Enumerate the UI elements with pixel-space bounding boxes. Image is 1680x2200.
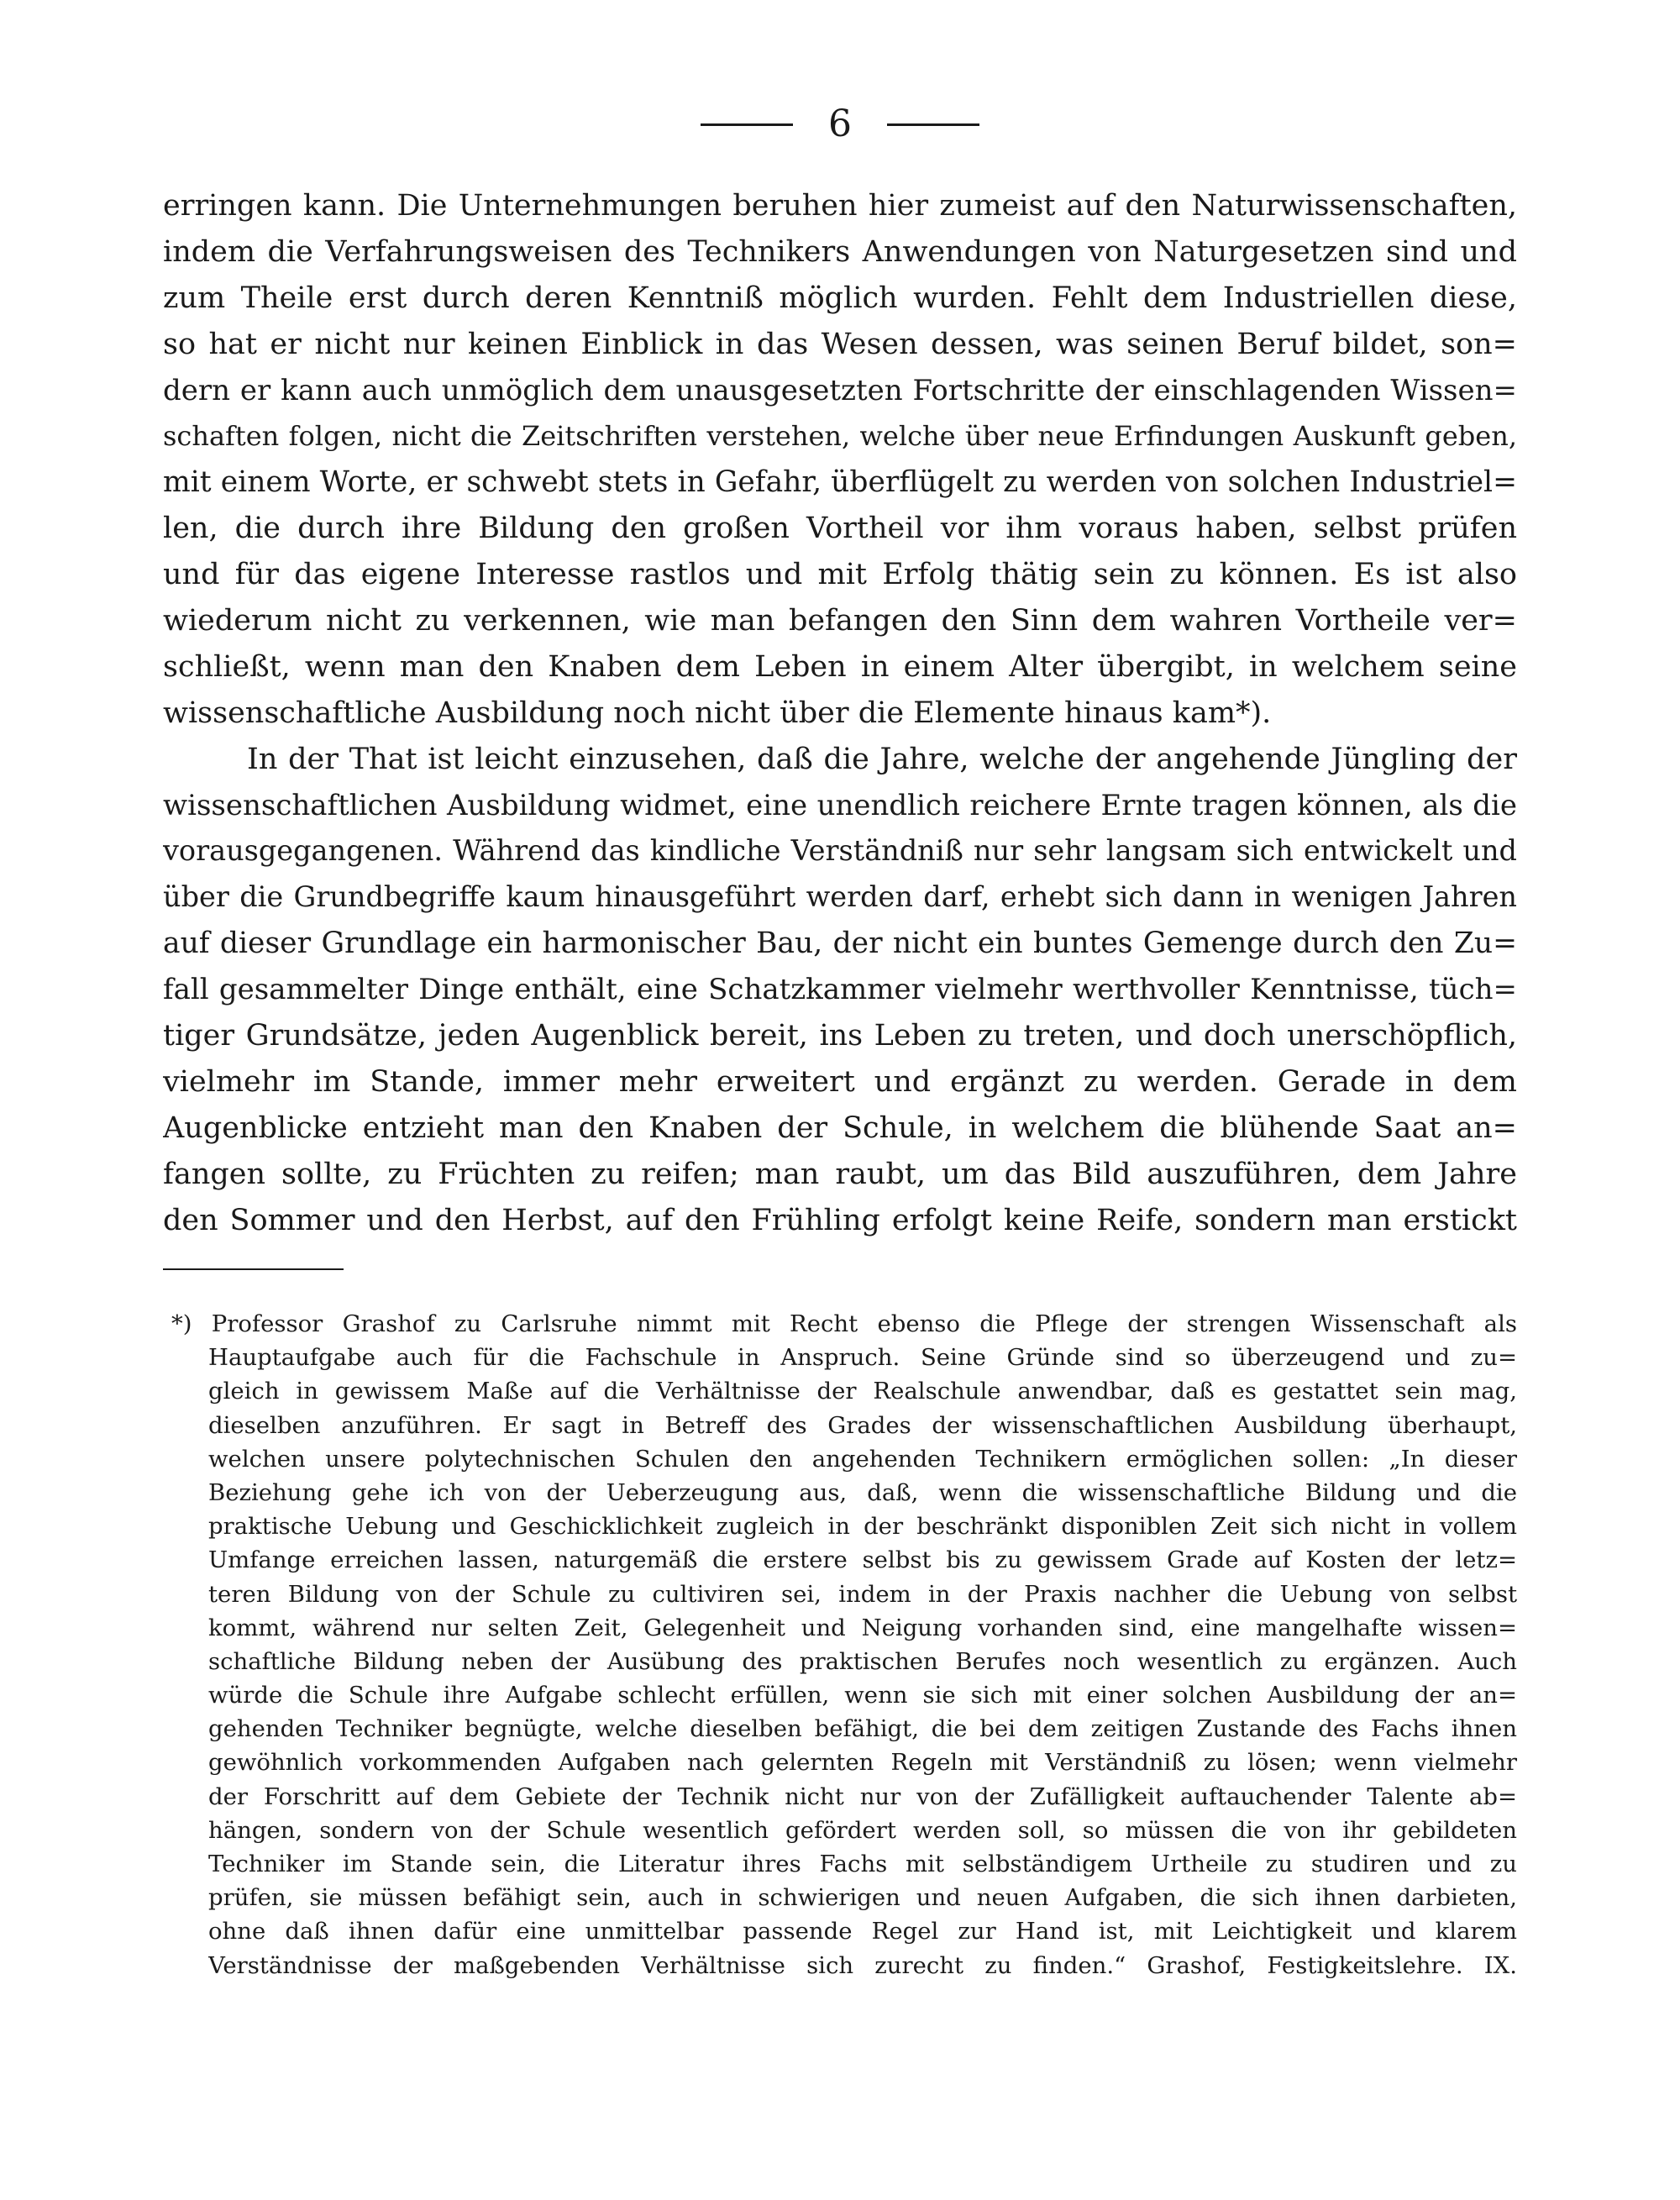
body-line: schaften folgen, nicht die Zeitschriften verstehen, welche über neue Erfindungen Auskunft geben, <box>163 420 1517 453</box>
body-line: wissenschaftlichen Ausbildung widmet, eine unendlich reichere Ernte tragen können, als die <box>163 788 1517 822</box>
footnote-line: gehenden Techniker begnügte, welche dieselben befähigt, die bei dem zeitigen Zustande des Fachs ihnen <box>208 1715 1517 1743</box>
body-line: fangen sollte, zu Früchten zu reifen; man raubt, um das Bild auszuführen, dem Jahre <box>163 1157 1517 1191</box>
body-line: auf dieser Grundlage ein harmonischer Bau, der nicht ein buntes Gemenge durch den Zu= <box>163 927 1517 961</box>
body-line: und für das eigene Interesse rastlos und mit Erfolg thätig sein zu können. Es ist also <box>163 558 1517 592</box>
footnote-line: gewöhnlich vorkommenden Aufgaben nach gelernten Regeln mit Verständniß zu lösen; wenn vielmehr <box>208 1749 1517 1777</box>
footnote-line: ohne daß ihnen dafür eine unmittelbar passende Regel zur Hand ist, mit Leichtigkeit und klarem <box>208 1918 1517 1945</box>
body-line: so hat er nicht nur keinen Einblick in das Wesen dessen, was seinen Beruf bildet, son= <box>163 327 1517 361</box>
footnote <box>171 1307 1517 1982</box>
body-line: wissenschaftliche Ausbildung noch nicht über die Elemente hinaus kam*). <box>163 696 1272 730</box>
footnote-line: welchen unsere polytechnischen Schulen den angehenden Technikern ermöglichen sollen: „In dieser <box>208 1445 1517 1473</box>
body-line: erringen kann. Die Unternehmungen beruhen hier zumeist auf den Naturwissenschaften, <box>163 189 1517 223</box>
body-line: Augenblicke entzieht man den Knaben der Schule, in welchem die blühende Saat an= <box>163 1111 1517 1145</box>
body-line: indem die Verfahrungsweisen des Technikers Anwendungen von Naturgesetzen sind und <box>163 234 1517 269</box>
footnote-line: teren Bildung von der Schule zu cultiviren sei, indem in der Praxis nachher die Uebung von selbst <box>208 1580 1517 1608</box>
footnote-line: Verständnisse der maßgebenden Verhältnisse sich zurecht zu finden.“ Grashof, Festigkeitslehre. IX. <box>208 1951 1517 1979</box>
body-line: wiederum nicht zu verkennen, wie man befangen den Sinn dem wahren Vortheile ver= <box>163 604 1517 638</box>
body-line: fall gesammelter Dinge enthält, eine Schatzkammer vielmehr werthvoller Kenntnisse, tüch= <box>163 973 1517 1007</box>
body-line: über die Grundbegriffe kaum hinausgeführt werden darf, erhebt sich dann in wenigen Jahren <box>163 880 1517 914</box>
body-line: mit einem Worte, er schwebt stets in Gefahr, überflügelt zu werden von solchen Industriel= <box>163 465 1517 500</box>
footnote-line: gleich in gewissem Maße auf die Verhältnisse der Realschule anwendbar, daß es gestattet sein mag, <box>208 1378 1517 1405</box>
footnote-line: dieselben anzuführen. Er sagt in Betreff des Grades der wissenschaftlichen Ausbildung überhaupt, <box>208 1411 1517 1439</box>
footnote-line <box>171 1307 1517 1341</box>
footnote-line: Hauptaufgabe auch für die Fachschule in Anspruch. Seine Gründe sind so überzeugend und zu= <box>208 1344 1517 1372</box>
body-line: schließt, wenn man den Knaben dem Leben in einem Alter übergibt, in welchem seine <box>163 649 1517 684</box>
footnote-line-text: Professor Grashof zu Carlsruhe nimmt mit Recht ebenso die Pflege der strengen Wissenschaft als <box>211 1310 1517 1337</box>
footnote-line: Umfange erreichen lassen, naturgemäß die erstere selbst bis zu gewissem Grade auf Kosten der letz= <box>208 1546 1517 1574</box>
body-line: In der That ist leicht einzusehen, daß die Jahre, welche der angehende Jüngling der <box>247 742 1517 776</box>
body-text <box>163 183 1517 1243</box>
footnote-line: kommt, während nur selten Zeit, Gelegenheit und Neigung vorhanden sind, eine mangelhafte wissen= <box>208 1614 1517 1641</box>
body-line: len, die durch ihre Bildung den großen Vortheil vor ihm voraus haben, selbst prüfen <box>163 512 1517 546</box>
body-line: den Sommer und den Herbst, auf den Frühling erfolgt keine Reife, sondern man erstickt <box>163 1203 1517 1237</box>
body-line: vielmehr im Stande, immer mehr erweitert und ergänzt zu werden. Gerade in dem <box>163 1064 1517 1099</box>
footnote-line: schaftliche Bildung neben der Ausübung des praktischen Berufes noch wesentlich zu ergänzen. Auch <box>208 1647 1517 1675</box>
page-number: 6 <box>828 102 852 145</box>
footnote-line: würde die Schule ihre Aufgabe schlecht erfüllen, wenn sie sich mit einer solchen Ausbildung der an= <box>208 1682 1517 1709</box>
body-line: dern er kann auch unmöglich dem unausgesetzten Fortschritte der einschlagenden Wissen= <box>163 373 1517 407</box>
footnote-divider <box>163 1268 344 1270</box>
footnote-line: der Forschritt auf dem Gebiete der Technik nicht nur von der Zufälligkeit auftauchender Talente ab= <box>208 1783 1517 1810</box>
body-line: tiger Grundsätze, jeden Augenblick bereit, ins Leben zu treten, und doch unerschöpflich, <box>163 1019 1517 1053</box>
footnote-line: hängen, sondern von der Schule wesentlich gefördert werden soll, so müssen die von ihr gebildeten <box>208 1816 1517 1844</box>
footnote-marker: *) <box>171 1310 192 1337</box>
footnote-line: praktische Uebung und Geschicklichkeit zugleich in der beschränkt disponiblen Zeit sich nicht in vollem <box>208 1513 1517 1541</box>
footnote-line: Beziehung gehe ich von der Ueberzeugung aus, daß, wenn die wissenschaftliche Bildung und die <box>208 1478 1517 1506</box>
header-rule-right <box>887 123 979 126</box>
page-header <box>0 99 1680 150</box>
footnote-line: prüfen, sie müssen befähigt sein, auch in schwierigen und neuen Aufgaben, die sich ihnen darbieten, <box>208 1884 1517 1912</box>
body-line: vorausgegangenen. Während das kindliche Verständniß nur sehr langsam sich entwickelt und <box>163 834 1517 868</box>
footnote-line: Techniker im Stande sein, die Literatur ihres Fachs mit selbständigem Urtheile zu studiren und zu <box>208 1851 1517 1877</box>
header-rule-left <box>701 123 793 126</box>
body-line: zum Theile erst durch deren Kenntniß möglich wurden. Fehlt dem Industriellen diese, <box>163 281 1517 315</box>
